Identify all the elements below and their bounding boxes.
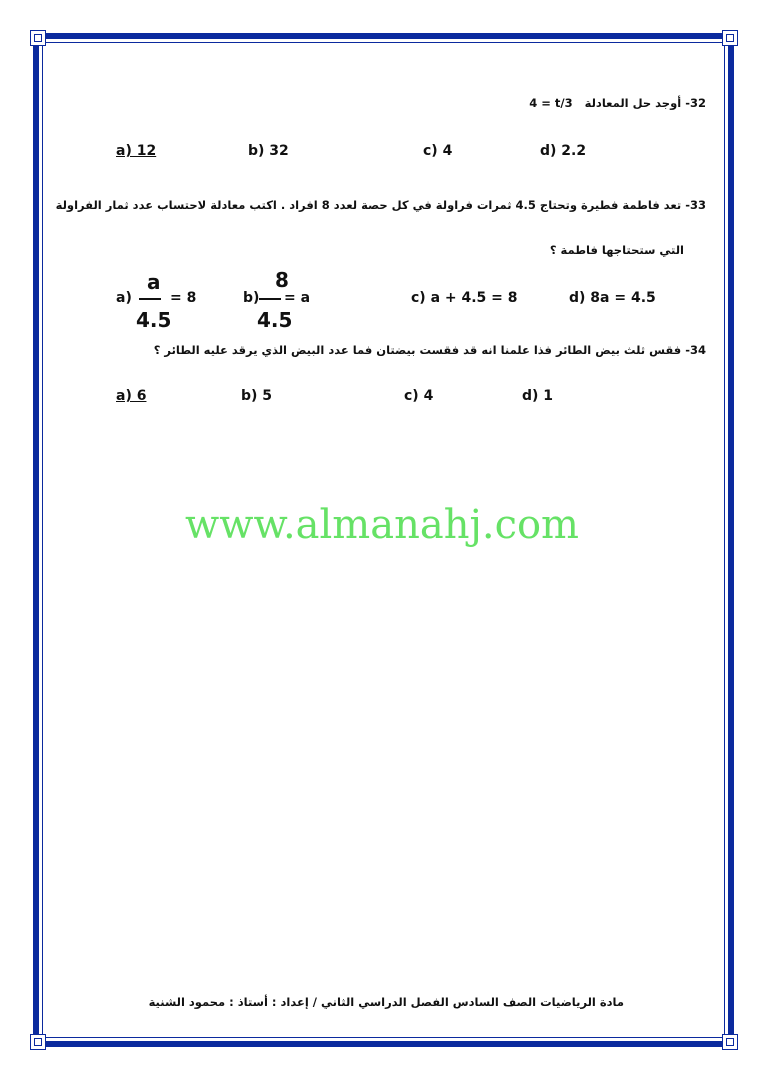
fraction-bar [139, 298, 161, 300]
option-d[interactable]: d) 2.2 [540, 143, 587, 159]
question-text: تعد فاطمة فطيرة وتحتاج 4.5 ثمرات فراولة في كل حصة لعدد 8 افراد . اكتب معادلة لاحتساب عدد ثمار الفراولة [55, 198, 682, 212]
question-33-line2: التي ستحتاجها فاطمة ؟ [549, 243, 684, 257]
option-a[interactable]: a) 12 [116, 143, 157, 159]
option-a-numerator: a [147, 270, 161, 294]
option-c[interactable]: c) 4 [423, 143, 453, 159]
option-b-label[interactable]: b) [243, 290, 260, 306]
page-footer: مادة الرياضيات الصف السادس الفصل الدراسي الثاني / إعداد : أستاذ : محمود الشنية [148, 995, 624, 1009]
fraction-bar [259, 298, 281, 300]
option-d[interactable]: d) 8a = 4.5 [569, 290, 656, 306]
option-a-denominator: 4.5 [136, 308, 172, 332]
watermark: www.almanahj.com [184, 502, 579, 548]
option-a-label[interactable]: a) [116, 290, 132, 306]
option-b-denominator: 4.5 [257, 308, 293, 332]
question-text: فقس ثلث بيض الطائر فذا علمنا انه قد فقست بيضتان فما عدد البيض الذي يرقد عليه الطائر ؟ [153, 343, 682, 357]
option-a-rhs: = 8 [170, 290, 197, 306]
equation: 4 = t/3 [529, 96, 573, 110]
question-number: 33- [685, 198, 706, 212]
corner-ornament [722, 1034, 738, 1050]
question-number: 32- [685, 96, 706, 110]
option-d[interactable]: d) 1 [522, 388, 554, 404]
question-34 [154, 343, 706, 357]
option-c[interactable]: c) a + 4.5 = 8 [411, 290, 518, 306]
option-b[interactable]: b) 5 [241, 388, 273, 404]
question-33 [56, 198, 706, 212]
corner-ornament [722, 30, 738, 46]
question-number: 34- [685, 343, 706, 357]
question-text: أوجد حل المعادلة [584, 96, 682, 110]
option-b-numerator: 8 [275, 268, 289, 292]
question-32 [529, 96, 706, 110]
option-c[interactable]: c) 4 [404, 388, 434, 404]
corner-ornament [30, 1034, 46, 1050]
option-b-rhs: = a [284, 290, 311, 306]
corner-ornament [30, 30, 46, 46]
option-a[interactable]: a) 6 [116, 388, 147, 404]
option-b[interactable]: b) 32 [248, 143, 289, 159]
